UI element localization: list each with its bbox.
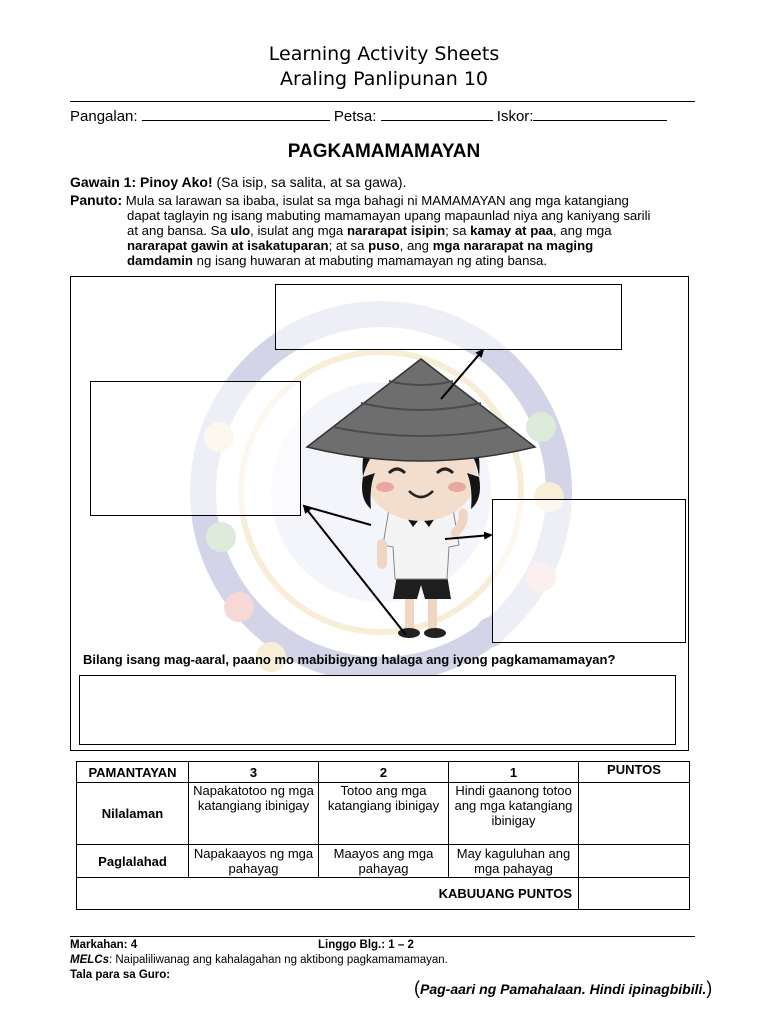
footer-ownership: (Pag-aari ng Pamahalaan. Hindi ipinagbibili.) (414, 978, 713, 998)
rubric-header-points: PUNTOS (579, 762, 690, 783)
hands-feet-answer-box[interactable] (492, 499, 686, 643)
instructions-line-3 (127, 223, 612, 239)
instructions-text: ; sa (445, 223, 467, 238)
rubric-criterion: Nilalaman (77, 783, 189, 845)
footer-week: Linggo Blg.: 1 – 2 (318, 939, 414, 951)
instructions-text: , ang (399, 238, 430, 253)
reflection-question: Bilang isang mag-aaral, paano mo mabibigyang halaga ang iyong pagkamamamayan? (83, 652, 616, 667)
rubric-points-cell[interactable] (579, 845, 690, 878)
instructions-line-2 (127, 208, 650, 224)
info-line (70, 106, 695, 125)
header-divider (70, 101, 695, 102)
instructions-line-5 (127, 253, 547, 269)
reflection-answer-box[interactable] (79, 675, 676, 745)
rubric-header-criteria: PAMANTAYAN (77, 762, 189, 783)
rubric-total-label: KABUUANG PUNTOS (77, 878, 579, 910)
instructions-text: , ang mga (552, 223, 612, 238)
footer-teacher-note: Tala para sa Guro: (70, 969, 171, 981)
rubric-row (77, 783, 690, 845)
rubric-row (77, 845, 690, 878)
rubric-criterion: Paglalahad (77, 845, 189, 878)
rubric-cell: May kaguluhan ang mga pahayag (449, 845, 579, 878)
rubric-header-3: 3 (189, 762, 319, 783)
melcs-label: MELCs (70, 954, 109, 966)
rubric-header-2: 2 (319, 762, 449, 783)
score-label: Iskor: (496, 108, 534, 125)
footer-melcs (70, 954, 448, 966)
rubric-total-cell[interactable] (579, 878, 690, 910)
instructions-text: dapat taglayin ng isang mabuting mamamayan upang mapaunlad niya ang kaniyang sarili (127, 208, 651, 223)
name-field[interactable] (142, 106, 330, 121)
instructions-text: Mula sa larawan sa ibaba, isulat sa mga bahagi ni MAMAMAYAN ang mga katangiang (125, 193, 629, 208)
activity-line (70, 174, 406, 190)
instructions-label: Panuto: (70, 192, 123, 208)
rubric-cell: Maayos ang mga pahayag (319, 845, 449, 878)
instructions-text: , isulat ang mga (250, 223, 344, 238)
name-label: Pangalan: (70, 108, 138, 125)
instructions-line-4 (127, 238, 593, 254)
melcs-text: : Naipaliliwanag ang kahalagahan ng aktibong pagkamamamayan. (108, 954, 448, 966)
keyword-think: nararapat isipin (346, 223, 446, 238)
heart-answer-box[interactable] (90, 381, 301, 516)
rubric-header-1: 1 (449, 762, 579, 783)
instructions-line-1 (70, 192, 629, 209)
date-label: Petsa: (333, 108, 377, 125)
keyword-emotion: damdamin (127, 253, 193, 268)
date-field[interactable] (381, 106, 493, 121)
subject-title: Araling Panlipunan 10 (279, 68, 489, 90)
score-field[interactable] (533, 106, 667, 121)
keyword-feel: mga nararapat na maging (432, 238, 594, 253)
instructions-text: ng isang huwaran at mabuting mamamayan ng ating bansa. (196, 253, 548, 268)
footer-divider (70, 936, 695, 937)
rubric-total-row (77, 878, 690, 910)
rubric-cell: Hindi gaanong totoo ang mga katangiang ibinigay (449, 783, 579, 845)
ownership-text: Pag-aari ng Pamahalaan. Hindi ipinagbibili. (420, 981, 707, 997)
keyword-do: nararapat gawin at isakatuparan (127, 238, 329, 253)
keyword-hands-feet: kamay at paa (470, 223, 553, 238)
lesson-title: PAGKAMAMAMAYAN (287, 141, 481, 162)
rubric-cell: Totoo ang mga katangiang ibinigay (319, 783, 449, 845)
rubric-cell: Napakatotoo ng mga katangiang ibinigay (189, 783, 319, 845)
activity-subtitle: (Sa isip, sa salita, at sa gawa). (216, 174, 407, 190)
activity-label: Gawain 1: Pinoy Ako! (70, 174, 213, 190)
rubric-cell: Napakaayos ng mga pahayag (189, 845, 319, 878)
footer-quarter: Markahan: 4 (70, 939, 138, 951)
head-answer-box[interactable] (275, 284, 622, 350)
instructions-text: ; at sa (328, 238, 365, 253)
sheet-title: Learning Activity Sheets (268, 43, 500, 65)
instructions-text: at ang bansa. Sa (127, 223, 227, 238)
rubric-table (76, 761, 690, 910)
rubric-points-cell[interactable] (579, 783, 690, 845)
keyword-head: ulo (230, 223, 251, 238)
keyword-heart: puso (368, 238, 400, 253)
rubric-header-row (77, 762, 690, 783)
